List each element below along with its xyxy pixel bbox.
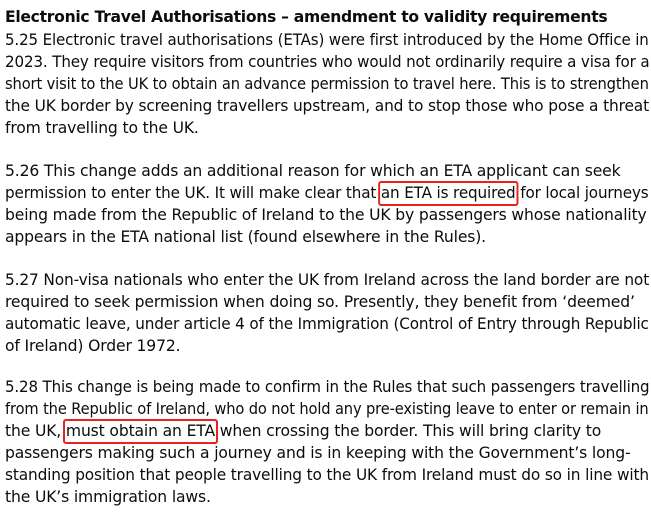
paragraph-line: being made from the Republic of Ireland to the UK by passengers whose nationality [5,206,647,224]
paragraph-line: short visit to the UK to obtain an advance permission to travel here. This is to strengthen [5,75,649,93]
paragraph-line: from the Republic of Ireland, who do not hold any pre-existing leave to enter or remain in [5,400,649,418]
paragraph-line: appears in the ETA national list (found elsewhere in the Rules). [5,228,486,246]
paragraph-line: required to seek permission when doing so. Presently, they benefit from ‘deemed’ [5,293,635,311]
highlighted-phrase: an ETA is required [378,181,519,206]
paragraph-line: standing position that people travelling to the UK from Ireland must do so in line with [5,466,649,484]
section-heading: Electronic Travel Authorisations – amendment to validity requirements [5,8,608,26]
text-run: permission to enter the UK. It will make clear that [5,184,381,202]
paragraph-line [5,183,649,205]
paragraph-line [5,421,601,443]
paragraph-line: from travelling to the UK. [5,119,199,137]
paragraph-line: 5.26 This change adds an additional reason for which an ETA applicant can seek [5,162,621,180]
highlighted-phrase: must obtain an ETA [63,419,218,444]
paragraph-line: the UK’s immigration laws. [5,488,211,506]
text-run: the UK, [5,422,66,440]
paragraph-line: passengers making such a journey and is in keeping with the Government’s long- [5,444,631,462]
text-run: when crossing the border. This will bring clarity to [215,422,602,440]
paragraph-line: of Ireland) Order 1972. [5,337,181,355]
paragraph-line: 2023. They require visitors from countries who would not ordinarily require a visa for a [5,53,650,71]
paragraph-line: 5.27 Non-visa nationals who enter the UK from Ireland across the land border are not [5,271,650,289]
paragraph-line: the UK border by screening travellers upstream, and to stop those who pose a threat [5,97,649,115]
paragraph-line: 5.25 Electronic travel authorisations (ETAs) were first introduced by the Home Office in [5,31,649,49]
paragraph-line: automatic leave, under article 4 of the Immigration (Control of Entry through Republic [5,315,649,333]
paragraph-line: 5.28 This change is being made to confirm in the Rules that such passengers travelling [5,378,650,396]
text-run: for local journeys [515,184,649,202]
